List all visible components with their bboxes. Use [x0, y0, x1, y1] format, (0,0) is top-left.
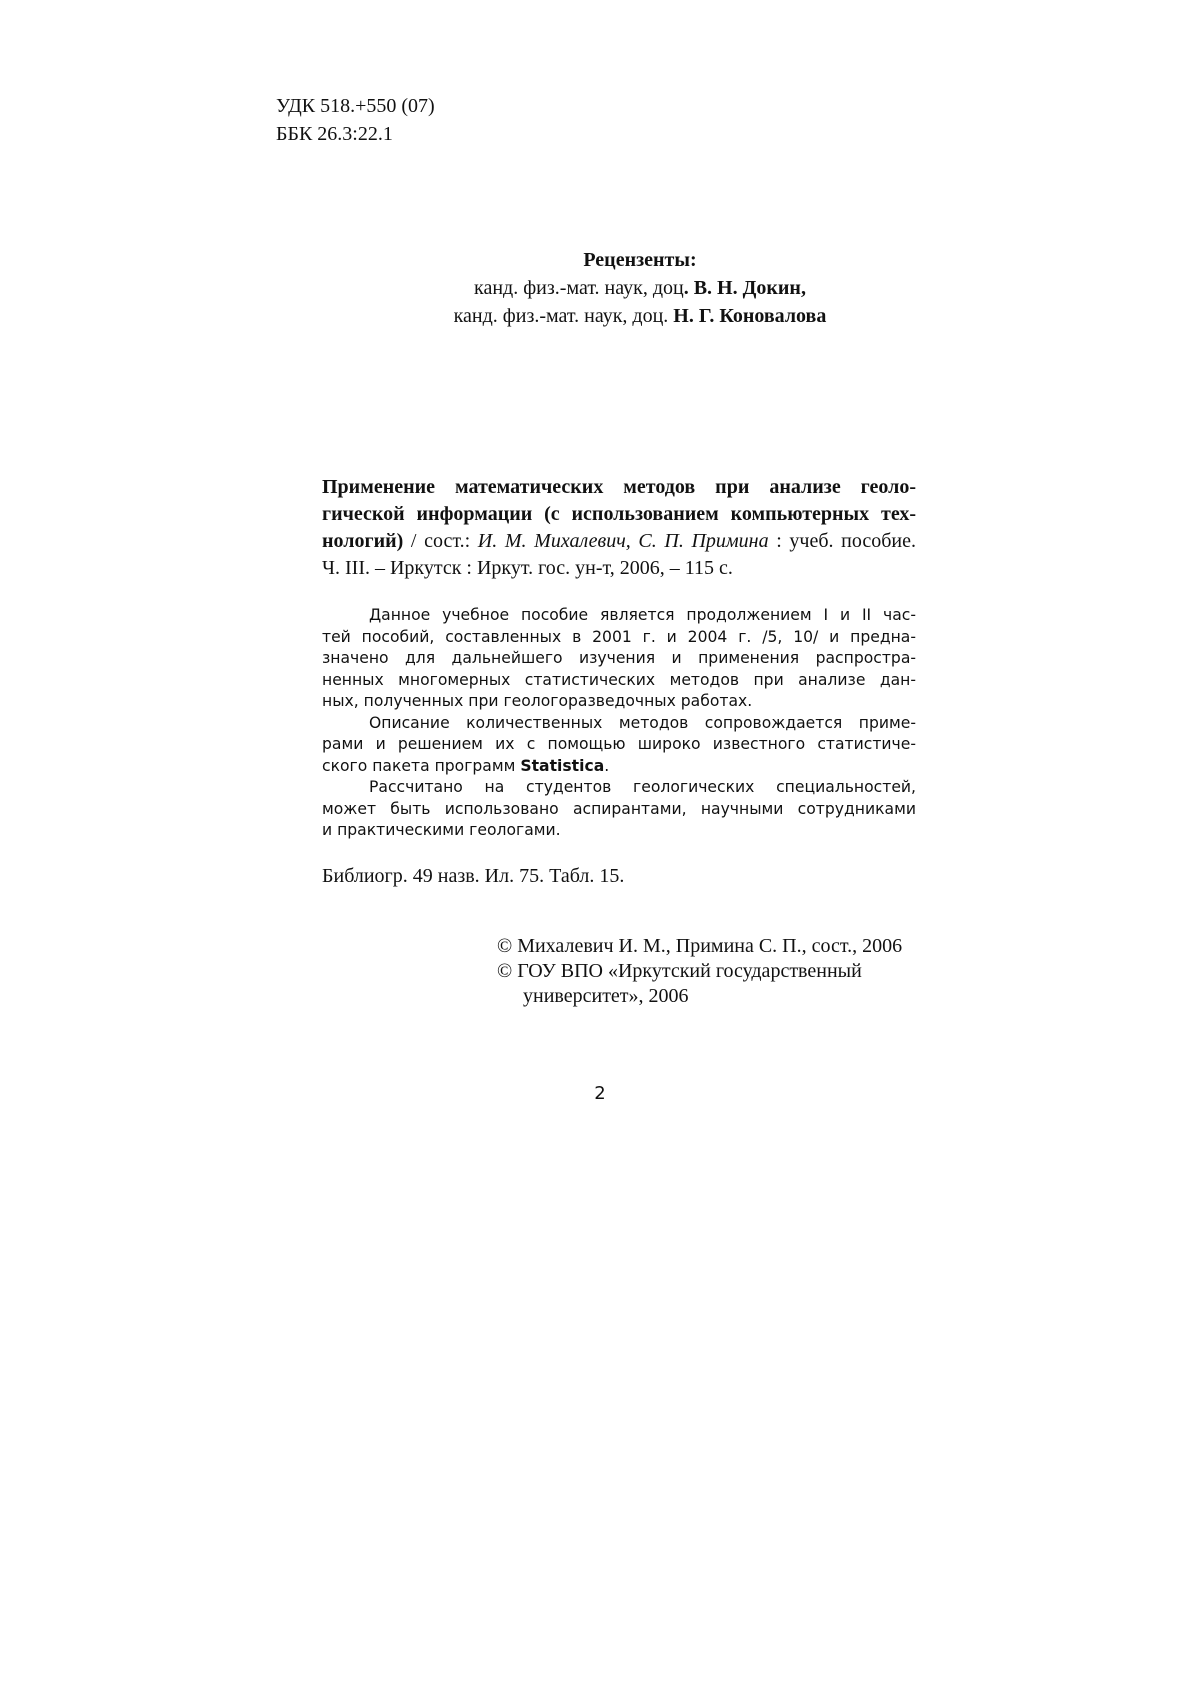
abstract-line: значено для дальнейшего изучения и применения распростра-	[322, 649, 916, 667]
publication-info: Ч. III. – Иркутск : Иркут. гос. ун-т, 2006, – 115 с.	[322, 557, 733, 579]
compiler-label: / сост.:	[403, 530, 478, 552]
abstract-line: рами и решением их с помощью широко известного статистиче-	[322, 735, 916, 753]
reviewer-name: Н. Г. Коновалова	[673, 305, 827, 327]
compiler-names: И. М. Михалевич, С. П. Примина	[477, 530, 769, 552]
reviewers-block	[300, 246, 980, 330]
reviewer-name: . В. Н. Докин,	[683, 277, 806, 299]
book-title-line: Применение математических методов при анализе геоло-	[322, 476, 916, 498]
publication-type: : учеб. пособие.	[768, 530, 917, 552]
abstract-line	[322, 756, 916, 778]
bibliography-counts: Библиогр. 49 назв. Ил. 75. Табл. 15.	[322, 865, 625, 887]
bibliographic-description	[322, 474, 916, 582]
page-number: 2	[594, 1083, 606, 1104]
abstract-line: ных, полученных при геологоразведочных работах.	[322, 692, 753, 710]
reviewer-title: канд. физ.-мат. наук, доц	[474, 277, 684, 299]
abstract-line: и практическими геологами.	[322, 821, 561, 839]
abstract	[322, 605, 916, 842]
udc-code: УДК 518.+550 (07)	[276, 95, 435, 117]
reviewers-heading: Рецензенты:	[583, 249, 697, 271]
abstract-line: может быть использовано аспирантами, научными сотрудниками	[322, 799, 916, 818]
bbk-code: ББК 26.3:22.1	[276, 123, 393, 145]
abstract-line: Рассчитано на студентов геологических специальностей,	[369, 778, 916, 796]
copyright-line: © Михалевич И. М., Примина С. П., сост., 2006	[497, 935, 903, 957]
book-title-end: нологий)	[322, 530, 404, 552]
abstract-line: Данное учебное пособие является продолжением I и II час-	[369, 606, 916, 624]
copyright-block	[497, 934, 902, 1009]
software-suffix: .	[604, 756, 610, 775]
copyright-line: университет», 2006	[523, 985, 689, 1007]
reviewer-line	[300, 302, 980, 330]
book-title-line: гической информации (с использованием компьютерных тех-	[322, 503, 916, 525]
abstract-line: тей пособий, составленных в 2001 г. и 2004 г. /5, 10/ и предна-	[322, 627, 916, 646]
reviewer-line	[300, 274, 980, 302]
book-title-line	[322, 528, 916, 555]
abstract-line: ненных многомерных статистических методов при анализе дан-	[322, 670, 916, 689]
copyright-line: © ГОУ ВПО «Иркутский государственный	[497, 960, 862, 982]
software-name: Statistica	[520, 756, 605, 775]
reviewer-title: канд. физ.-мат. наук, доц.	[453, 305, 674, 327]
abstract-line-text: ского пакета программ	[322, 756, 521, 775]
classification-codes	[276, 92, 435, 148]
abstract-line: Описание количественных методов сопровождается приме-	[369, 713, 916, 732]
